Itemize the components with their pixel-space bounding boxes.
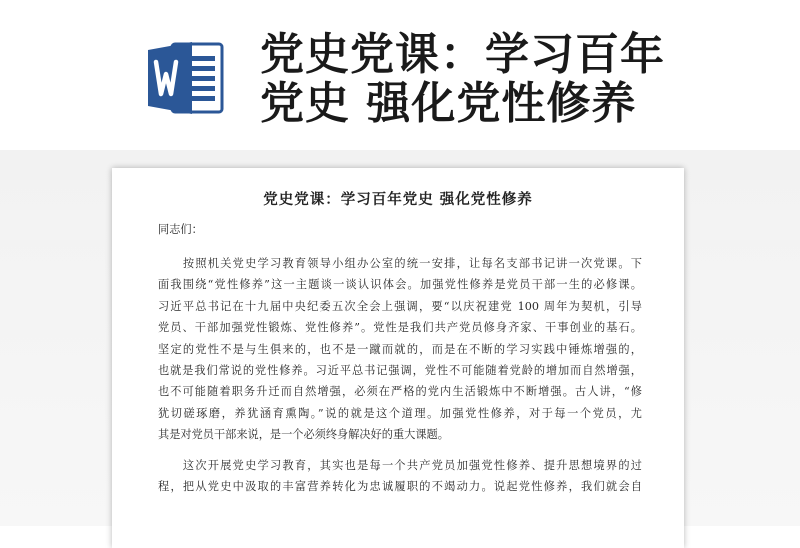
- header-title-line-1: 党史党课：学习百年: [260, 29, 665, 80]
- microsoft-word-icon: [146, 38, 230, 118]
- paragraph-line: 党员、干部加强党性锻炼、党性修养”。党性是我们共产党员修身齐家、干事创业的基石。: [158, 321, 642, 335]
- paragraph-line: 程，把从党史中汲取的丰富营养转化为忠诚履职的不竭动力。说起党性修养，我们就会自: [158, 479, 642, 493]
- paragraph-line: 习近平总书记在十九届中央纪委五次全会上强调，要“以庆祝建党 100 周年为契机，引导: [158, 299, 642, 313]
- paragraph-line: 这次开展党史学习教育，其实也是每一个共产党员加强党性修养、提升思想境界的过: [158, 458, 642, 472]
- paragraph-1: [158, 253, 642, 446]
- document-title: 党史党课：学习百年党史 强化党性修养: [263, 191, 533, 208]
- document-body: [158, 220, 642, 506]
- header-title: [260, 30, 780, 128]
- paragraph-line: 其是对党员干部来说，是一个必须终身解决好的重大课题。: [158, 428, 449, 442]
- salutation: 同志们：: [158, 223, 203, 236]
- paragraph-line: 坚定的党性不是与生俱来的，也不是一蹴而就的，而是在不断的学习实践中锤炼增强的，: [158, 342, 642, 356]
- paragraph-line: 按照机关党史学习教育领导小组办公室的统一安排，让每名支部书记讲一次党课。下: [158, 257, 642, 270]
- header-title-line-2: 党史 强化党性修养: [260, 78, 637, 129]
- paragraph-line: 也不可能随着职务升迁而自然增强，必须在严格的党内生活锻炼中不断增强。古人讲，“修: [158, 385, 642, 399]
- paragraph-line: 犹切磋琢磨，养犹涵育熏陶。”说的就是这个道理。加强党性修养，对于每一个党员，尤: [158, 406, 642, 420]
- page-header: [0, 0, 800, 150]
- paragraph-2: [158, 455, 642, 498]
- document-page: [112, 168, 684, 548]
- paragraph-line: 面我围绕“党性修养”这一主题谈一谈认识体会。加强党性修养是党员干部一生的必修课。: [158, 278, 642, 292]
- paragraph-line: 也就是我们常说的党性修养。习近平总书记强调，党性不可能随着党龄的增加而自然增强，: [158, 363, 642, 377]
